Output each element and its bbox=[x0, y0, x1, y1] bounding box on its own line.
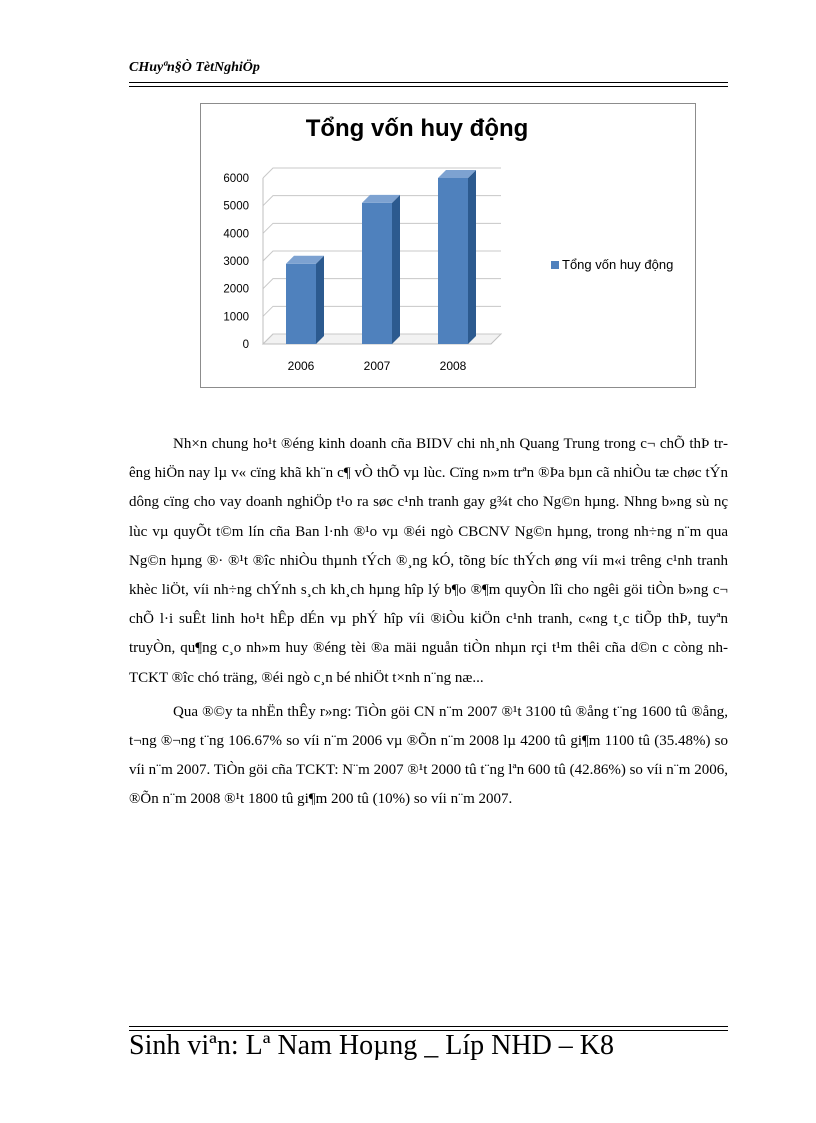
bar bbox=[362, 195, 400, 344]
chart-title: Tổng vốn huy động bbox=[305, 115, 529, 142]
bar-front bbox=[362, 203, 392, 344]
bar bbox=[286, 256, 324, 344]
chart-svg bbox=[201, 104, 695, 387]
x-tick-label: 2006 bbox=[287, 359, 315, 373]
body-text bbox=[129, 430, 728, 815]
chart-legend bbox=[551, 257, 673, 272]
bar-side bbox=[316, 256, 324, 344]
x-tick-label: 2007 bbox=[363, 359, 391, 373]
paragraph-1: Nh×n chung ho¹t ®éng kinh doanh cña BIDV chi nh¸nh Quang Trung trong c¬ chÕ thÞ trêng hiÖn nay lµ v« cïng khã kh¨n c¶ vÒ thÕ vµ lùc. Cïng n»m trªn ®Þa bµn cã nhiÒu tæ chøc tÝn dông cïng cho vay doanh nghiÖp t¹o ra søc c¹nh tranh gay g¾t cho Ng©n hµng. Nhng b»ng sù nç lùc vµ quyÕt t©m lín cña Ban l·nh ®¹o vµ ®éi ngò CBCNV Ng©n hµng, trong nh÷ng n¨m qua Ng©n hµng ®· ®¹t ®îc nhiÒu thµnh tÝch ®¸ng kÓ, tõng bíc thÝch øng víi m«i trêng c¹nh tranh khèc liÖt, víi nh÷ng chÝnh s¸ch kh¸ch hµng hîp lý b¶o ®¶m quyÒn lîi cho ngêi göi tiÒn b»ng c¬ chÕ l·i suÊt linh ho¹t hÊp dÉn vµ phÝ hîp víi ®iÒu kiÖn c¹nh tranh, c«ng t¸c tiÕp thÞ, tuyªn truyÒn, qu¶ng c¸o nh»m huy ®éng tèi ®a mäi nguån tiÒn nhµn rçi t¹m thêi cña d©n c còng nh TCKT ®îc chó träng, ®éi ngò c¸n bé nhiÖt t×nh n¨ng næ... bbox=[129, 436, 728, 686]
y-tick-label: 0 bbox=[242, 339, 249, 351]
y-tick-label: 5000 bbox=[223, 200, 249, 213]
x-tick-label: 2008 bbox=[439, 359, 467, 373]
header-rule bbox=[129, 82, 728, 87]
page-footer: Sinh viªn: Lª Nam Hoµng _ Líp NHD – K8 bbox=[129, 1030, 615, 1061]
bar-front bbox=[286, 264, 316, 344]
y-tick-label: 2000 bbox=[223, 283, 249, 296]
y-tick-label: 6000 bbox=[223, 173, 249, 185]
bar-front bbox=[438, 178, 468, 344]
bar-side bbox=[392, 195, 400, 344]
bar-side bbox=[468, 170, 476, 344]
y-tick-label: 3000 bbox=[223, 256, 249, 268]
y-tick-label: 4000 bbox=[223, 228, 249, 241]
chart-x-ticks bbox=[288, 359, 467, 373]
legend-label: Tổng vốn huy động bbox=[562, 257, 674, 272]
y-tick-label: 1000 bbox=[223, 311, 249, 324]
bar bbox=[438, 170, 476, 344]
chart-y-ticks bbox=[223, 173, 249, 351]
paragraph-2: Qua ®©y ta nhËn thÊy r»ng: TiÒn göi CN n¨m 2007 ®¹t 3100 tû ®ång t¨ng 1600 tû ®ång, t¬ng ®¬ng t¨ng 106.67% so víi n¨m 2006 vµ ®Õn n¨m 2008 lµ 4200 tû gi¶m 1100 tû (35.48%) so víi n¨m 2007. TiÒn göi cña TCKT: N¨m 2007 ®¹t 2000 tû t¨ng lªn 600 tû (42.86%) so víi n¨m 2006, ®Õn n¨m 2008 ®¹t 1800 tû gi¶m 200 tû (10%) so víi n¨m 2007. bbox=[129, 703, 728, 808]
chart-container bbox=[200, 103, 696, 388]
legend-swatch bbox=[551, 261, 559, 269]
page-header-title: CHuyªn§Ò TètNghiÖp bbox=[129, 60, 260, 75]
